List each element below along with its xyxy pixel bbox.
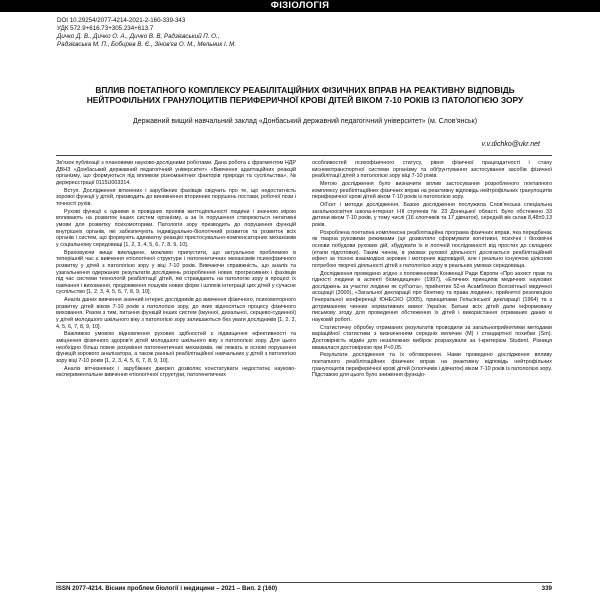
section-header-band	[0, 0, 600, 12]
bottom-divider	[56, 582, 552, 583]
paragraph: Важливою умовою відновлення рухових здібностей є підвищення ефективності та зміцнення фізичного здоров'я дітей молодшого шкільного віку з патологією зору. Для цього необхідно більш повне розуміння патогенетичних механізмів, які лежать в основі порушення функцій зорового аналізатора, а також ранньої реабілітаційної навчальних у дітей з патологією зору віці 7-10 років [1, 2, 3, 4, 5, 6, 7, 8, 9, 10].	[56, 331, 296, 365]
journal-footer: ISSN 2077-4214. Вісник проблем біології і медицини – 2021 – Вип. 2 (160)	[56, 585, 278, 592]
authors-line-1: Дичко Д. В., Дичко О. А., Дичко В. В, Радзієвський П. О.,	[57, 33, 220, 41]
paragraph: Дослідження проведено згідно з положеннями Конвенції Ради Європи «Про захист прав та гідності людини в аспекті біомедицини» (1997), «Етичних принципів медичних наукових досліджень за участю людини як суб'єкта», прийнятих 52-ю Асамблеєю Всесвітньої медичної асоціації (2000), «Загальної декларації про біоетику та права людини», прийнятої резолюцією Генеральної конференції ЮНЕСКО (2005), принципами Гельсінської декларації (1964) та з дотриманням чинних нормативних вимог України. Батьки всіх дітей дали інформовану письмову згоду для проведення обстеження їх дітей і використання отриманих даних в науковій роботі.	[312, 270, 552, 324]
page-number: 339	[541, 585, 552, 592]
left-column	[56, 160, 296, 380]
affiliation: Державний вищий навчальний заклад «Донбаський державний педагогічний університет» (м. Слов'янськ)	[132, 118, 478, 125]
udc-line: УДК 572.9+616.73+305.234+613.7	[57, 25, 154, 33]
paragraph: Об'єкт і методи дослідження. Базою дослідження послужила Слов'янська спеціальна загальноосвітня школа-інтернат І-ІІІ ступенів № 23 Донецької області. Було обстежено 33 дитини віком 7-10 років, у тому числі (16 хлопчиків та 17 дівчаток), середній вік склав 8,48±0,13 років.	[312, 201, 552, 228]
paragraph: Зв'язок публікації з плановими науково-дослідними роботами. Дана робота є фрагментом НДР ДВНЗ «Донбаський державний педагогічний університет» «Вивчення адаптаційних реакцій організму, що формуються під впливом різноманітних факторів природи та суспільства», № держреєстрації 0115U003314.	[56, 160, 296, 186]
paragraph: Враховуючи вище викладене, можливо припустити, що актуальною проблемою в теперішній час є вивчення етіологічної структури і патогенетичних механізмів психофізичного розвитку у дітей з патологією зору у віці 7-10 років. Вивчаючи справжність, що аналіз та узагальнення одержаних результатів досліджень розроблення нових прогресивних і фахівців під час системи технологій реабілітації дітей, які страждають на патологію зору в процесі їх навчання і виховання, продовження пошуків нових форм і шляхів інтеграції цих дітей у сучасне суспільство [1, 2, 3, 4, 5, 6, 7, 8, 9, 10].	[56, 249, 296, 296]
paragraph: Статистичну обробку отриманих результатів проводили за загальноприйнятими методами варіаційної статистики з визначенням середніх величин (М) і стандартної похибки (Sm). Достовірність відмін для незалежних вибірок розрахували за t-критерієм Student. Різниця вважалася достовірною при Р<0,05.	[312, 324, 552, 351]
paragraph: Результати дослідження та їх обговорення. Нами проведено дослідження впливу поетапного реабілітаційних фізичних вправ на реактивну відповідь нейтрофільних гранулоцитів периферичної крові дітей (хлопчиків і дівчаток) віком 7-10 років із патологією зору. Підставою для цього було зниження функціо-	[312, 352, 552, 379]
article-meta	[57, 17, 557, 49]
paragraph: Аналіз вітчизняних і зарубіжних джерел дозволяє констатувати недостатнє науково-експериментальне вивчення етіологічної структури, патогенетичних	[56, 365, 296, 379]
doi-line: DOI 10.29254/2077-4214-2021-2-160-339-343	[57, 17, 186, 24]
paragraph: особливостей психофізичного статусу, рівня фізичної працездатності і стану кисневотранспортної системи організму та обґрунтування застосування засобів фізичної реабілітації дітей з патологією зору віці 7-10 років.	[312, 160, 552, 180]
paragraph: Аналіз даних вивчення значний інтерес дослідників до вивчення фізичного, психомоторного розвитку дітей віком 7-10 років з патологією зору, до яких відносяться процесу фізичного виховання. Разом з тим, питання функцій інших систем (імунної, дихальної, серцево-судинної) у дітей молодшого шкільного віку з патологією зору залишаються без уваги дослідників [1, 2, 3, 4, 5, 6, 7, 8, 9, 10].	[56, 297, 296, 330]
authors-line-2: Радзієвська М. П., Бобирев В. Є., Зінов'єв О. М., Мельник І. М.	[57, 41, 237, 49]
article-title: ВПЛИВ ПОЕТАПНОГО КОМПЛЕКСУ РЕАБІЛІТАЦІЙНИХ ФІЗИЧНИХ ВПРАВ НА РЕАКТИВНУ ВІДПОВІДЬ НЕЙТРОФІЛЬНИХ ГРАНУЛОЦИТІВ ПЕРИФЕРИЧНОЇ КРОВІ ДІТЕЙ ВІКОМ 7-10 РОКІВ ІЗ ПАТОЛОГІЄЮ ЗОРУ	[86, 85, 524, 106]
paragraph: Рухові функції є одними в провідних проявів життєдіяльності людини і значною мірою впливають на розвиток інших систем організму, а за їх порушення створюються негативні умови для розвитку психомоторики. Патологія зору призводить до порушення функцій внутрішніх органів, які забезпечують індивідуально-біологічний розвиток та розвиток всіх органів і систем, що формують адекватну реакцію пристосувально-компенсаторних механізмів у соціальному середовищі [1, 2, 3, 4, 5, 6, 7, 8, 9, 10].	[56, 208, 296, 248]
section-title: ФІЗІОЛОГІЯ	[270, 0, 330, 11]
contact-email: v.v.dichko@ukr.net	[481, 141, 540, 148]
paragraph: Вступ. Дослідження віткнених і зарубіжних фахівців свідчать про те, що недостатність зорової функції у дітей, призводить до виникнення вторинних порушень постави, робочої пози і точності рухів.	[56, 187, 296, 207]
paragraph: Метою дослідження було визначити вплив застосування розробленого поетапного комплексу реабілітаційних фізичних вправ на реактивну відповідь нейтрофільних гранулоцитів периферичної крові дітей віком 7-10 років із патологією зору.	[312, 180, 552, 201]
right-column	[312, 160, 552, 380]
top-divider	[56, 155, 552, 156]
paragraph: Розроблена поетапна комплексна реабілітаційна програма фізичних вправ, яка передбачає як тварна руховими режимами (це дозволяло сформувати когнітивні, психічні і біохімічні основи побудови рухових дій, збудувати їх в логічній послідовності від простих до складних (етапи підготовки). Таким чином, в умовах рухової діяльності досягається реабілітаційний ефект за тісною взаємодією зорових і моторних відповідей, але і реально існуючою цілісною потребою творчої діяльності дітей з патологією зору в реальних умовах середовища.	[312, 229, 552, 269]
